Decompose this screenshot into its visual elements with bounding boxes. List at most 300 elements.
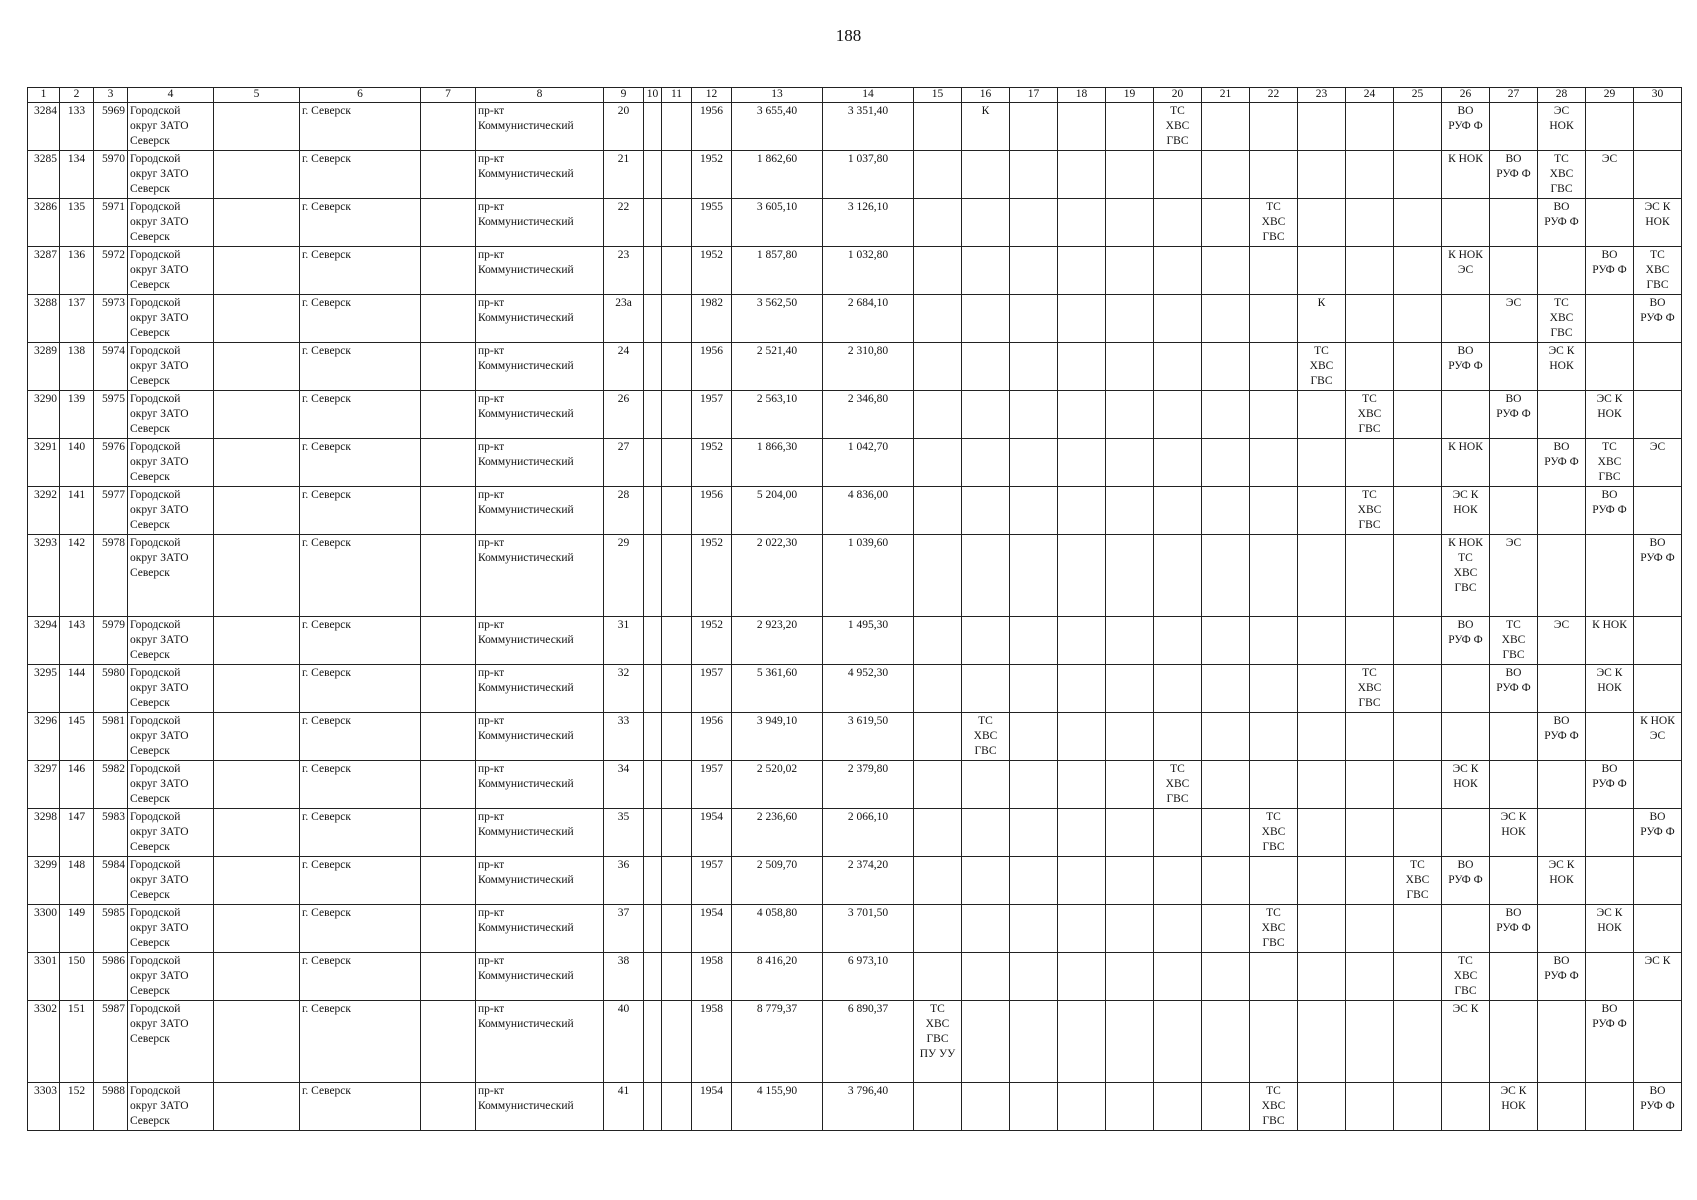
cell-line: ТС xyxy=(1554,297,1569,309)
cell-line: ТС xyxy=(1266,907,1281,919)
cell-line: Городской xyxy=(130,201,181,213)
cell-line: Северск xyxy=(130,649,170,661)
cell-col-21 xyxy=(1202,343,1250,391)
cell-line: ГВС xyxy=(1406,889,1429,901)
cell-line: ТС xyxy=(930,1003,945,1015)
cell-line: ХВС xyxy=(1309,360,1334,372)
cell-col-7 xyxy=(421,535,476,617)
cell-col-30 xyxy=(1634,439,1682,487)
cell-col-28 xyxy=(1538,199,1586,247)
cell-col-30 xyxy=(1634,391,1682,439)
cell-col-19 xyxy=(1106,761,1154,809)
cell-col-7 xyxy=(421,391,476,439)
cell-col-15 xyxy=(914,953,962,1001)
cell-col-11 xyxy=(662,761,692,809)
cell-col-21 xyxy=(1202,103,1250,151)
cell-col-23 xyxy=(1298,761,1346,809)
cell-col-8 xyxy=(476,1083,604,1131)
cell-line: ХВС xyxy=(1357,504,1382,516)
cell-col-7 xyxy=(421,809,476,857)
cell-col-9: 21 xyxy=(604,151,644,199)
cell-line: РУФ Ф xyxy=(1496,922,1531,934)
cell-col-27 xyxy=(1490,151,1538,199)
cell-col-1: 3286 xyxy=(28,199,60,247)
column-header-17: 17 xyxy=(1010,88,1058,103)
column-header-25: 25 xyxy=(1394,88,1442,103)
cell-col-5 xyxy=(214,809,300,857)
cell-line: РУФ Ф xyxy=(1448,634,1483,646)
table-row xyxy=(28,1083,1682,1131)
cell-line: пр-кт xyxy=(478,715,505,727)
cell-line: РУФ Ф xyxy=(1448,120,1483,132)
cell-col-18 xyxy=(1058,295,1106,343)
cell-col-1: 3302 xyxy=(28,1001,60,1083)
cell-col-23 xyxy=(1298,713,1346,761)
cell-col-16 xyxy=(962,1001,1010,1083)
cell-col-17 xyxy=(1010,295,1058,343)
cell-col-21 xyxy=(1202,247,1250,295)
cell-col-18 xyxy=(1058,617,1106,665)
table-row xyxy=(28,535,1682,617)
cell-col-15 xyxy=(914,713,962,761)
cell-col-29 xyxy=(1586,535,1634,617)
cell-col-10 xyxy=(644,391,662,439)
cell-col-17 xyxy=(1010,535,1058,617)
cell-col-6: г. Северск xyxy=(300,809,421,857)
cell-line: РУФ Ф xyxy=(1640,312,1675,324)
cell-line: ВО xyxy=(1457,345,1474,357)
cell-col-2: 140 xyxy=(60,439,94,487)
cell-col-4 xyxy=(128,953,214,1001)
cell-line: Северск xyxy=(130,135,170,147)
cell-col-28 xyxy=(1538,535,1586,617)
cell-col-13: 2 022,30 xyxy=(732,535,823,617)
cell-col-20 xyxy=(1154,343,1202,391)
column-header-4: 4 xyxy=(128,88,214,103)
cell-col-16 xyxy=(962,343,1010,391)
cell-col-4 xyxy=(128,1001,214,1083)
cell-col-30 xyxy=(1634,905,1682,953)
cell-col-13: 5 204,00 xyxy=(732,487,823,535)
cell-line: ХВС xyxy=(1549,312,1574,324)
cell-col-26 xyxy=(1442,809,1490,857)
cell-col-19 xyxy=(1106,1001,1154,1083)
cell-col-10 xyxy=(644,617,662,665)
cell-col-29 xyxy=(1586,103,1634,151)
cell-col-17 xyxy=(1010,1083,1058,1131)
cell-col-26 xyxy=(1442,487,1490,535)
table-row xyxy=(28,761,1682,809)
cell-col-23 xyxy=(1298,343,1346,391)
cell-line: ГВС xyxy=(1646,279,1669,291)
cell-col-5 xyxy=(214,1083,300,1131)
cell-line: округ ЗАТО xyxy=(130,552,189,564)
cell-col-6: г. Северск xyxy=(300,439,421,487)
cell-col-26 xyxy=(1442,439,1490,487)
cell-col-2: 134 xyxy=(60,151,94,199)
cell-col-16 xyxy=(962,953,1010,1001)
cell-col-24 xyxy=(1346,857,1394,905)
cell-line: ГВС xyxy=(1550,183,1573,195)
cell-col-5 xyxy=(214,535,300,617)
column-header-21: 21 xyxy=(1202,88,1250,103)
cell-col-22 xyxy=(1250,761,1298,809)
cell-col-11 xyxy=(662,809,692,857)
cell-col-6: г. Северск xyxy=(300,487,421,535)
cell-line: ЭС К xyxy=(1500,1085,1527,1097)
cell-col-10 xyxy=(644,1001,662,1083)
cell-col-15 xyxy=(914,439,962,487)
cell-col-2: 148 xyxy=(60,857,94,905)
cell-col-19 xyxy=(1106,199,1154,247)
cell-col-16 xyxy=(962,713,1010,761)
cell-col-14: 1 042,70 xyxy=(823,439,914,487)
cell-col-12: 1954 xyxy=(692,1083,732,1131)
cell-col-21 xyxy=(1202,391,1250,439)
cell-col-7 xyxy=(421,103,476,151)
cell-col-8 xyxy=(476,391,604,439)
cell-col-2: 133 xyxy=(60,103,94,151)
cell-col-22 xyxy=(1250,905,1298,953)
cell-line: К НОК xyxy=(1448,441,1483,453)
cell-col-22 xyxy=(1250,391,1298,439)
cell-line: ВО xyxy=(1457,105,1474,117)
cell-col-6: г. Северск xyxy=(300,247,421,295)
column-header-12: 12 xyxy=(692,88,732,103)
cell-col-21 xyxy=(1202,665,1250,713)
cell-line: Коммунистический xyxy=(478,264,574,276)
column-header-16: 16 xyxy=(962,88,1010,103)
cell-col-6: г. Северск xyxy=(300,713,421,761)
cell-col-8 xyxy=(476,809,604,857)
cell-col-25 xyxy=(1394,535,1442,617)
cell-col-26 xyxy=(1442,535,1490,617)
table-row xyxy=(28,439,1682,487)
cell-line: ХВС xyxy=(925,1018,950,1030)
cell-line: пр-кт xyxy=(478,955,505,967)
cell-col-9: 27 xyxy=(604,439,644,487)
cell-col-28 xyxy=(1538,391,1586,439)
cell-line: ГВС xyxy=(926,1033,949,1045)
cell-line: Северск xyxy=(130,279,170,291)
cell-line: Коммунистический xyxy=(478,826,574,838)
cell-col-27 xyxy=(1490,343,1538,391)
cell-line: ХВС xyxy=(1453,567,1478,579)
cell-col-28 xyxy=(1538,151,1586,199)
cell-col-9: 23а xyxy=(604,295,644,343)
cell-col-5 xyxy=(214,857,300,905)
cell-line: Городской xyxy=(130,297,181,309)
cell-line: РУФ Ф xyxy=(1592,778,1627,790)
cell-col-16 xyxy=(962,439,1010,487)
table-row xyxy=(28,343,1682,391)
cell-col-5 xyxy=(214,713,300,761)
column-header-5: 5 xyxy=(214,88,300,103)
cell-col-12: 1957 xyxy=(692,391,732,439)
table-row xyxy=(28,103,1682,151)
cell-line: Северск xyxy=(130,567,170,579)
cell-col-18 xyxy=(1058,713,1106,761)
cell-col-23 xyxy=(1298,439,1346,487)
cell-col-29 xyxy=(1586,391,1634,439)
cell-col-16 xyxy=(962,809,1010,857)
cell-line: ХВС xyxy=(1261,216,1286,228)
cell-line: ГВС xyxy=(1262,937,1285,949)
cell-line: К xyxy=(1317,297,1326,309)
cell-line: Городской xyxy=(130,1003,181,1015)
cell-line: РУФ Ф xyxy=(1544,456,1579,468)
cell-col-17 xyxy=(1010,487,1058,535)
cell-col-23 xyxy=(1298,857,1346,905)
cell-col-27 xyxy=(1490,905,1538,953)
cell-col-12: 1952 xyxy=(692,151,732,199)
cell-col-4 xyxy=(128,343,214,391)
cell-col-20 xyxy=(1154,1083,1202,1131)
cell-col-14: 3 796,40 xyxy=(823,1083,914,1131)
cell-col-15 xyxy=(914,857,962,905)
cell-line: ГВС xyxy=(1310,375,1333,387)
cell-col-22 xyxy=(1250,953,1298,1001)
cell-line: ВО xyxy=(1649,811,1666,823)
cell-col-23 xyxy=(1298,1083,1346,1131)
cell-line: ТС xyxy=(1506,619,1521,631)
cell-col-20 xyxy=(1154,857,1202,905)
table-header-row xyxy=(28,88,1682,103)
cell-line: ТС xyxy=(1410,859,1425,871)
cell-col-27 xyxy=(1490,247,1538,295)
cell-col-6: г. Северск xyxy=(300,343,421,391)
cell-col-28 xyxy=(1538,247,1586,295)
cell-col-24 xyxy=(1346,439,1394,487)
cell-line: Городской xyxy=(130,489,181,501)
cell-line: Городской xyxy=(130,715,181,727)
cell-line: пр-кт xyxy=(478,489,505,501)
cell-col-26 xyxy=(1442,151,1490,199)
cell-col-10 xyxy=(644,905,662,953)
cell-col-15 xyxy=(914,151,962,199)
cell-col-27 xyxy=(1490,487,1538,535)
cell-col-11 xyxy=(662,439,692,487)
cell-line: ГВС xyxy=(1262,841,1285,853)
cell-col-13: 4 058,80 xyxy=(732,905,823,953)
cell-col-25 xyxy=(1394,151,1442,199)
cell-line: ГВС xyxy=(1358,423,1381,435)
cell-col-7 xyxy=(421,439,476,487)
cell-col-17 xyxy=(1010,857,1058,905)
cell-col-9: 36 xyxy=(604,857,644,905)
cell-col-17 xyxy=(1010,103,1058,151)
cell-col-6: г. Северск xyxy=(300,665,421,713)
cell-col-11 xyxy=(662,391,692,439)
cell-line: Северск xyxy=(130,183,170,195)
cell-col-23 xyxy=(1298,665,1346,713)
cell-col-21 xyxy=(1202,809,1250,857)
table-row xyxy=(28,713,1682,761)
cell-col-9: 34 xyxy=(604,761,644,809)
cell-col-18 xyxy=(1058,809,1106,857)
cell-line: ХВС xyxy=(973,730,998,742)
cell-line: ЭС К xyxy=(1644,955,1671,967)
cell-line: НОК xyxy=(1453,778,1478,790)
cell-col-16 xyxy=(962,295,1010,343)
cell-col-19 xyxy=(1106,905,1154,953)
cell-line: ВО xyxy=(1649,297,1666,309)
cell-col-14: 3 619,50 xyxy=(823,713,914,761)
cell-line: округ ЗАТО xyxy=(130,1100,189,1112)
cell-col-26 xyxy=(1442,665,1490,713)
cell-line: округ ЗАТО xyxy=(130,970,189,982)
cell-col-5 xyxy=(214,391,300,439)
cell-col-20 xyxy=(1154,151,1202,199)
column-header-20: 20 xyxy=(1154,88,1202,103)
cell-col-13: 3 655,40 xyxy=(732,103,823,151)
cell-col-29 xyxy=(1586,857,1634,905)
cell-col-9: 38 xyxy=(604,953,644,1001)
cell-col-24 xyxy=(1346,617,1394,665)
cell-col-14: 2 066,10 xyxy=(823,809,914,857)
cell-col-13: 2 521,40 xyxy=(732,343,823,391)
cell-line: ЭС xyxy=(1601,153,1618,165)
cell-col-9: 31 xyxy=(604,617,644,665)
cell-line: ЭС К xyxy=(1596,667,1623,679)
cell-col-8 xyxy=(476,761,604,809)
cell-line: Северск xyxy=(130,1033,170,1045)
cell-line: Коммунистический xyxy=(478,1100,574,1112)
cell-col-24 xyxy=(1346,391,1394,439)
cell-line: ТС xyxy=(1266,811,1281,823)
cell-col-13: 3 562,50 xyxy=(732,295,823,343)
cell-col-22 xyxy=(1250,535,1298,617)
cell-col-7 xyxy=(421,151,476,199)
cell-col-11 xyxy=(662,857,692,905)
cell-col-7 xyxy=(421,617,476,665)
cell-col-2: 149 xyxy=(60,905,94,953)
cell-col-25 xyxy=(1394,343,1442,391)
cell-col-29 xyxy=(1586,1001,1634,1083)
cell-col-13: 2 236,60 xyxy=(732,809,823,857)
cell-col-11 xyxy=(662,953,692,1001)
cell-col-3: 5985 xyxy=(94,905,128,953)
column-header-14: 14 xyxy=(823,88,914,103)
cell-col-22 xyxy=(1250,439,1298,487)
table-row xyxy=(28,665,1682,713)
cell-col-19 xyxy=(1106,535,1154,617)
cell-col-5 xyxy=(214,247,300,295)
cell-col-3: 5974 xyxy=(94,343,128,391)
cell-col-9: 33 xyxy=(604,713,644,761)
cell-col-14: 1 037,80 xyxy=(823,151,914,199)
cell-col-7 xyxy=(421,487,476,535)
column-header-27: 27 xyxy=(1490,88,1538,103)
cell-line: К НОК xyxy=(1448,249,1483,261)
cell-col-28 xyxy=(1538,761,1586,809)
cell-col-2: 136 xyxy=(60,247,94,295)
cell-line: ХВС xyxy=(1453,970,1478,982)
cell-col-7 xyxy=(421,1001,476,1083)
cell-line: Коммунистический xyxy=(478,874,574,886)
cell-col-12: 1952 xyxy=(692,439,732,487)
cell-col-14: 6 890,37 xyxy=(823,1001,914,1083)
cell-col-20 xyxy=(1154,247,1202,295)
cell-line: ПУ УУ xyxy=(919,1048,956,1060)
cell-col-6: г. Северск xyxy=(300,199,421,247)
cell-col-25 xyxy=(1394,295,1442,343)
cell-line: ТС xyxy=(1362,667,1377,679)
cell-col-21 xyxy=(1202,713,1250,761)
cell-col-6: г. Северск xyxy=(300,761,421,809)
cell-col-1: 3288 xyxy=(28,295,60,343)
column-header-22: 22 xyxy=(1250,88,1298,103)
cell-col-22 xyxy=(1250,857,1298,905)
cell-col-2: 146 xyxy=(60,761,94,809)
cell-col-19 xyxy=(1106,1083,1154,1131)
cell-col-21 xyxy=(1202,295,1250,343)
cell-line: округ ЗАТО xyxy=(130,264,189,276)
cell-col-3: 5983 xyxy=(94,809,128,857)
cell-line: Коммунистический xyxy=(478,730,574,742)
cell-col-2: 138 xyxy=(60,343,94,391)
cell-col-12: 1956 xyxy=(692,343,732,391)
cell-col-7 xyxy=(421,247,476,295)
cell-col-5 xyxy=(214,617,300,665)
cell-col-21 xyxy=(1202,761,1250,809)
cell-col-14: 1 495,30 xyxy=(823,617,914,665)
cell-col-16 xyxy=(962,151,1010,199)
cell-col-15 xyxy=(914,665,962,713)
cell-line: Коммунистический xyxy=(478,682,574,694)
cell-col-17 xyxy=(1010,953,1058,1001)
cell-col-11 xyxy=(662,1083,692,1131)
cell-col-6: г. Северск xyxy=(300,617,421,665)
cell-col-2: 143 xyxy=(60,617,94,665)
column-header-10: 10 xyxy=(644,88,662,103)
cell-col-19 xyxy=(1106,953,1154,1001)
cell-col-18 xyxy=(1058,1001,1106,1083)
cell-col-7 xyxy=(421,343,476,391)
column-header-11: 11 xyxy=(662,88,692,103)
cell-line: ВО xyxy=(1457,619,1474,631)
cell-col-22 xyxy=(1250,103,1298,151)
cell-col-3: 5973 xyxy=(94,295,128,343)
cell-col-3: 5971 xyxy=(94,199,128,247)
cell-col-5 xyxy=(214,665,300,713)
cell-line: ГВС xyxy=(1166,135,1189,147)
cell-col-22 xyxy=(1250,199,1298,247)
cell-line: Северск xyxy=(130,471,170,483)
cell-col-12: 1954 xyxy=(692,905,732,953)
table-row xyxy=(28,487,1682,535)
cell-col-3: 5977 xyxy=(94,487,128,535)
cell-col-3: 5986 xyxy=(94,953,128,1001)
cell-line: НОК xyxy=(1597,682,1622,694)
cell-line: ХВС xyxy=(1645,264,1670,276)
table-row xyxy=(28,391,1682,439)
cell-col-21 xyxy=(1202,857,1250,905)
cell-col-21 xyxy=(1202,1083,1250,1131)
cell-col-23 xyxy=(1298,809,1346,857)
cell-col-17 xyxy=(1010,761,1058,809)
cell-col-25 xyxy=(1394,247,1442,295)
cell-col-4 xyxy=(128,1083,214,1131)
cell-col-18 xyxy=(1058,905,1106,953)
cell-col-24 xyxy=(1346,713,1394,761)
table-row xyxy=(28,905,1682,953)
cell-col-14: 2 310,80 xyxy=(823,343,914,391)
cell-line: ЭС xyxy=(1457,264,1474,276)
cell-col-18 xyxy=(1058,1083,1106,1131)
cell-line: Северск xyxy=(130,697,170,709)
cell-col-13: 3 949,10 xyxy=(732,713,823,761)
